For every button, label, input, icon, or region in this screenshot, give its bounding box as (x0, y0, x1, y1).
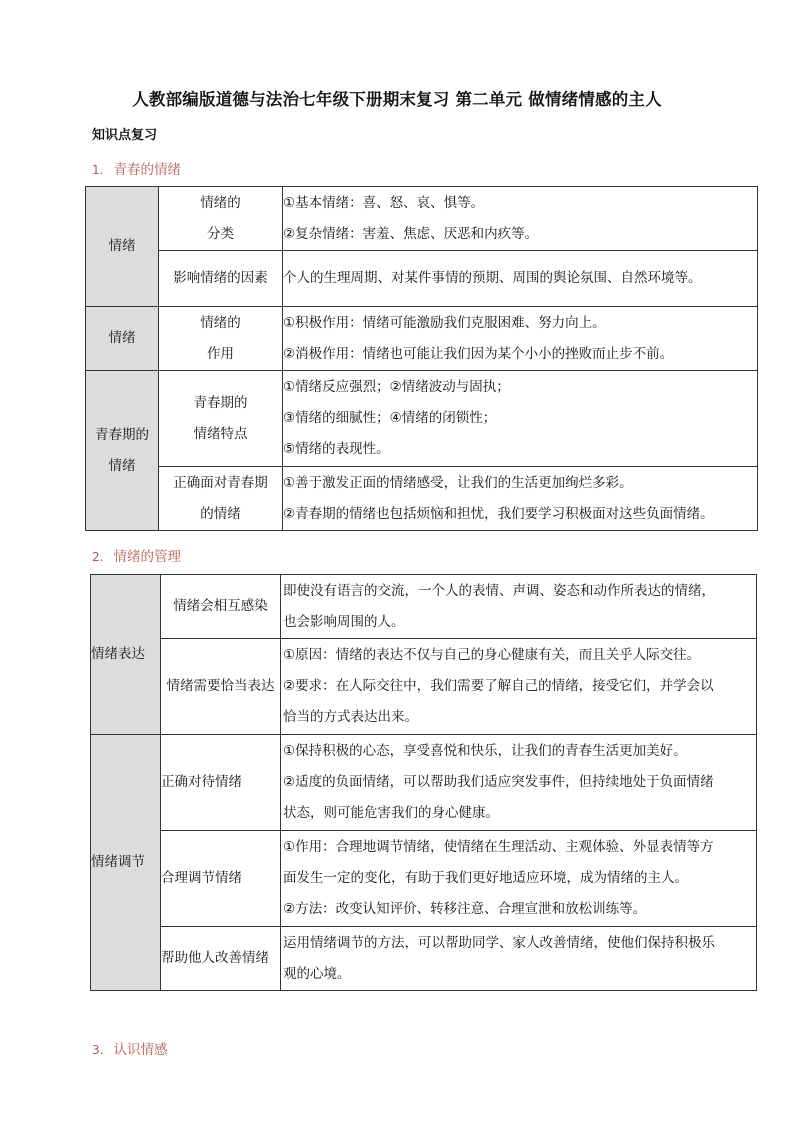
content-cell (283, 467, 758, 531)
content-line: 即使没有语言的交流，一个人的表情、声调、姿态和动作所表达的情绪， (283, 582, 715, 599)
table-row (91, 639, 757, 735)
table-row (86, 307, 758, 371)
group-label: 情绪调节 (91, 735, 161, 991)
content-cell (283, 187, 758, 251)
table-row (91, 575, 757, 639)
content-cell (283, 251, 758, 307)
subcategory-cell (159, 307, 283, 371)
section-label: 认识情感 (113, 1042, 168, 1058)
content-cell (281, 831, 757, 927)
table-row (91, 831, 757, 927)
subcategory-cell (159, 371, 283, 467)
section-heading-2 (92, 545, 181, 565)
section-heading-3 (92, 1038, 167, 1058)
table-row (91, 735, 757, 831)
content-line: ②青春期的情绪也包括烦恼和担忧，我们要学习积极面对这些负面情绪。 (283, 505, 714, 522)
subcategory-line: 情绪特点 (193, 425, 248, 442)
content-cell (283, 371, 758, 467)
section-number: 1. (92, 163, 104, 177)
group-label: 情绪表达 (91, 575, 161, 735)
table-row (91, 927, 757, 991)
content-line: ①原因：情绪的表达不仅与自己的身心健康有关，而且关乎人际交往。 (283, 647, 701, 663)
content-line: ②适度的负面情绪，可以帮助我们适应突发事件，但持续地处于负面情绪 (283, 774, 714, 790)
group-label: 情绪 (86, 307, 159, 371)
subcategory-line: 情绪的 (200, 194, 241, 211)
section-label: 青春的情绪 (113, 162, 181, 178)
content-line: ②要求：在人际交往中，我们需要了解自己的情绪，接受它们，并学会以 (283, 678, 714, 694)
subcategory-line: 青春期的 (193, 394, 248, 411)
subcategory-line: 作用 (207, 345, 234, 362)
content-line: ①保持积极的心态，享受喜悦和快乐，让我们的青春生活更加美好。 (283, 743, 687, 759)
content-cell (281, 735, 757, 831)
group-label: 情绪 (86, 187, 159, 307)
subcategory-cell (159, 467, 283, 531)
content-line: ②复杂情绪：害羞、焦虑、厌恶和内疚等。 (283, 225, 539, 242)
content-line: ②方法：改变认知评价、转移注意、合理宣泄和放松训练等。 (283, 901, 647, 917)
section-heading-1 (92, 158, 181, 178)
group-label-line: 情绪 (108, 457, 136, 474)
group-label-line: 青春期的 (95, 426, 149, 443)
subcategory-line: 情绪的 (200, 314, 241, 331)
content-cell (281, 639, 757, 735)
subcategory-cell: 情绪会相互感染 (161, 575, 281, 639)
content-line: ⑤情绪的表现性。 (283, 441, 390, 457)
emotion-management-table (90, 574, 757, 991)
section-number: 3. (92, 1043, 104, 1057)
content-line: 运用情绪调节的方法，可以帮助同学、家人改善情绪，使他们保持积极乐 (283, 934, 715, 951)
content-line: ①基本情绪：喜、怒、哀、惧等。 (283, 194, 485, 211)
subcategory-cell: 情绪需要恰当表达 (161, 639, 281, 735)
section-number: 2. (92, 550, 104, 564)
subcategory-cell (159, 187, 283, 251)
content-line: ①积极作用：情绪可能激励我们克服困难、努力向上。 (283, 314, 606, 331)
subcategory-cell: 合理调节情绪 (161, 831, 281, 927)
content-line: ①善于激发正面的情绪感受，让我们的生活更加绚烂多彩。 (283, 474, 633, 491)
content-cell (283, 307, 758, 371)
table-row (86, 187, 758, 251)
group-label (86, 371, 159, 531)
subcategory-cell: 正确对待情绪 (161, 735, 281, 831)
content-line: 也会影响周围的人。 (283, 613, 405, 630)
subcategory-line: 的情绪 (200, 505, 241, 522)
subcategory-cell (159, 251, 283, 307)
content-line: ①作用：合理地调节情绪，使情绪在生理活动、主观体验、外显表情等方 (283, 839, 714, 855)
content-line: 恰当的方式表达出来。 (283, 709, 418, 725)
content-cell (281, 927, 757, 991)
section-label: 情绪的管理 (113, 549, 181, 565)
subcategory-line: 分类 (207, 225, 234, 242)
content-line: ③情绪的细腻性；④情绪的闭锁性； (283, 410, 497, 426)
table-row (86, 371, 758, 467)
content-line: 面发生一定的变化，有助于我们更好地适应环境，成为情绪的主人。 (283, 870, 688, 886)
subcategory-line: 正确面对青春期 (173, 474, 268, 491)
subcategory-line: 影响情绪的因素 (173, 270, 268, 286)
content-line: ②消极作用：情绪也可能让我们因为某个小小的挫败而止步不前。 (283, 345, 674, 362)
content-line: ①情绪反应强烈；②情绪波动与固执； (283, 379, 510, 395)
document-title: 人教部编版道德与法治七年级下册期末复习 第二单元 做情绪情感的主人 (132, 90, 662, 109)
subcategory-cell: 帮助他人改善情绪 (161, 927, 281, 991)
emotion-table (85, 186, 758, 531)
content-cell (281, 575, 757, 639)
content-line: 个人的生理周期、对某件事情的预期、周围的舆论氛围、自然环境等。 (283, 270, 702, 286)
table-row (86, 467, 758, 531)
table-row (86, 251, 758, 307)
content-line: 观的心境。 (283, 965, 351, 982)
subheading: 知识点复习 (92, 128, 158, 143)
content-line: 状态，则可能危害我们的身心健康。 (283, 805, 499, 821)
